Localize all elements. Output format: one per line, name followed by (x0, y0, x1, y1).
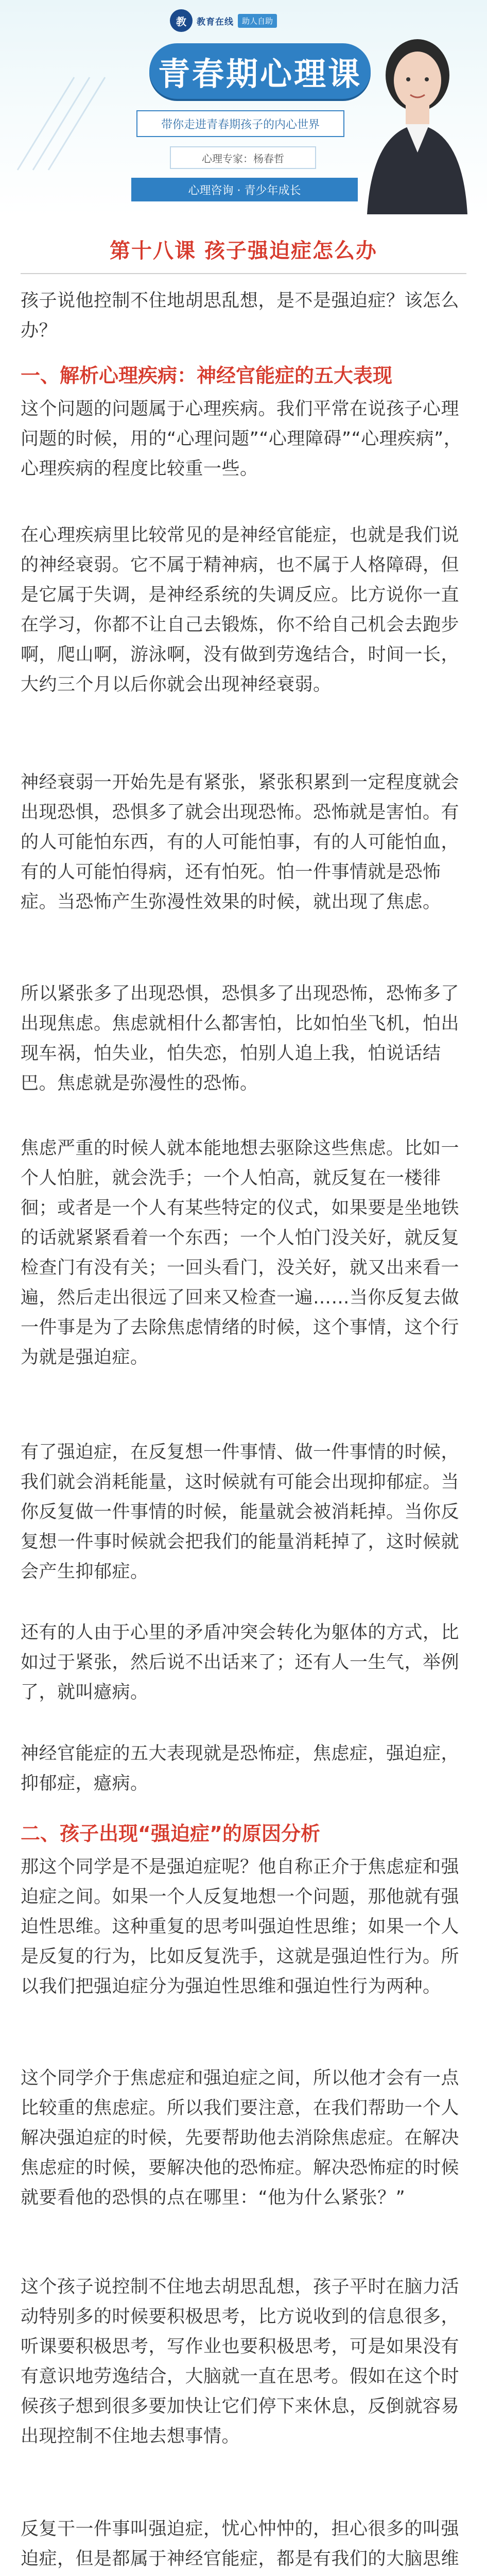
paragraph: 有了强迫症，在反复想一件事情、做一件事情的时候，我们就会消耗能量，这时候就有可能会出现抑郁症。当你反复做一件事情的时候，能量就会被消耗掉。当你反复想一件事时候就会把我们的能量消耗掉了，这时候就会产生抑郁症。 (21, 1442, 460, 1582)
banner-presenter: 心理专家：杨春哲 (170, 146, 316, 169)
brand-logo (170, 9, 277, 32)
paragraph: 神经官能症的五大表现就是恐怖症，焦虑症，强迫症，抑郁症，癔病。 (21, 1743, 460, 1794)
paragraph: 这个同学介于焦虑症和强迫症之间，所以他才会有一点比较重的焦虑症。所以我们要注意，在我们帮助一个人解决强迫症的时候，先要帮助他去消除焦虑症。在解决焦虑症的时候，要解决他的恐怖症。解决恐怖症的时候就要看他的恐惧的点在哪里：“他为什么紧张？” (21, 2068, 460, 2208)
paragraph: 神经衰弱一开始先是有紧张，紧张积累到一定程度就会出现恐惧，恐惧多了就会出现恐怖。恐怖就是害怕。有的人可能怕东西，有的人可能怕事，有的人可能怕血，有的人可能怕得病，还有怕死。怕一件事情就是恐怖症。当恐怖产生弥漫性效果的时候，就出现了焦虑。 (21, 772, 460, 912)
presenter-portrait-image (357, 19, 478, 214)
paragraph: 这个问题的问题属于心理疾病。我们平常在说孩子心理问题的时候，用的“心理问题”“心理障碍”“心理疾病”，心理疾病的程度比较重一些。 (21, 399, 462, 479)
logo-text: 教育在线 (197, 16, 234, 27)
section-heading-1: 一、解析心理疾病：神经官能症的五大表现 (21, 364, 393, 387)
paragraph: 这个孩子说控制不住地去胡思乱想，孩子平时在脑力活动特别多的时候要积极思考，比方说收到的信息很多，听课要积极思考，写作业也要积极思考，可是如果没有有意识地劳逸结合，大脑就一直在思考。假如在这个时候孩子想到很多要加快让它们停下来休息，反倒就容易出现控制不住地去想事情。 (21, 2277, 460, 2447)
paragraph: 反复干一件事叫强迫症，忧心忡忡的，担心很多的叫强迫症，但是都属于神经官能症，都是有我们的大脑思维 (21, 2519, 460, 2569)
paragraph: 焦虑严重的时候人就本能地想去驱除这些焦虑。比如一个人怕脏，就会洗手；一个人怕高，就反复在一楼徘徊；或者是一个人有某些特定的仪式，如果要是坐地铁的话就紧紧看着一个东西；一个人怕门没关好，就反复检查门有没有关；一回头看门，没关好，就又出来看一遍，然后走出很远了回来又检查一遍……当你反复去做一件事是为了去除焦虑情绪的时候，这个事情，这个行为就是强迫症。 (21, 1138, 460, 1368)
banner-subtitle: 带你走进青春期孩子的内心世界 (136, 110, 344, 137)
banner-subject: 心理咨询 · 青少年成长 (131, 178, 358, 201)
intro-question: 孩子说他控制不住地胡思乱想，是不是强迫症？该怎么办？ (21, 291, 460, 341)
divider (21, 273, 466, 274)
paragraph: 在心理疾病里比较常见的是神经官能症，也就是我们说的神经衰弱。它不属于精神病，也不属于人格障碍，但是它属于失调，是神经系统的失调反应。比方说你一直在学习，你都不让自己去锻炼，你不给自己机会去跑步啊，爬山啊，游泳啊，没有做到劳逸结合，时间一长，大约三个月以后你就会出现神经衰弱。 (21, 525, 460, 695)
section-heading-2: 二、孩子出现“强迫症”的原因分析 (21, 1822, 320, 1845)
header-banner (0, 0, 487, 216)
paragraph: 那这个同学是不是强迫症呢？他自称正介于焦虑症和强迫症之间。如果一个人反复地想一个问题，那他就有强迫性思维。这种重复的思考叫强迫性思维；如果一个人是反复的行为，比如反复洗手，这就是强迫性行为。所以我们把强迫症分为强迫性思维和强迫性行为两种。 (21, 1857, 460, 1997)
decorative-lines-graphic (12, 72, 115, 175)
logo-tag: 助人自助 (238, 14, 277, 28)
paragraph: 所以紧张多了出现恐惧，恐惧多了出现恐怖，恐怖多了出现焦虑。焦虑就相什么都害怕，比如怕坐飞机，怕出现车祸，怕失业，怕失恋，怕别人追上我，怕说话结巴。焦虑就是弥漫性的恐怖。 (21, 984, 460, 1094)
paragraph: 还有的人由于心里的矛盾冲突会转化为躯体的方式，比如过于紧张，然后说不出话来了；还有人一生气，举例了，就叫癔病。 (21, 1622, 460, 1703)
banner-title: 青春期心理课 (149, 43, 371, 99)
logo-icon: 教 (170, 9, 193, 32)
lesson-title: 第十八课 孩子强迫症怎么办 (110, 239, 377, 263)
